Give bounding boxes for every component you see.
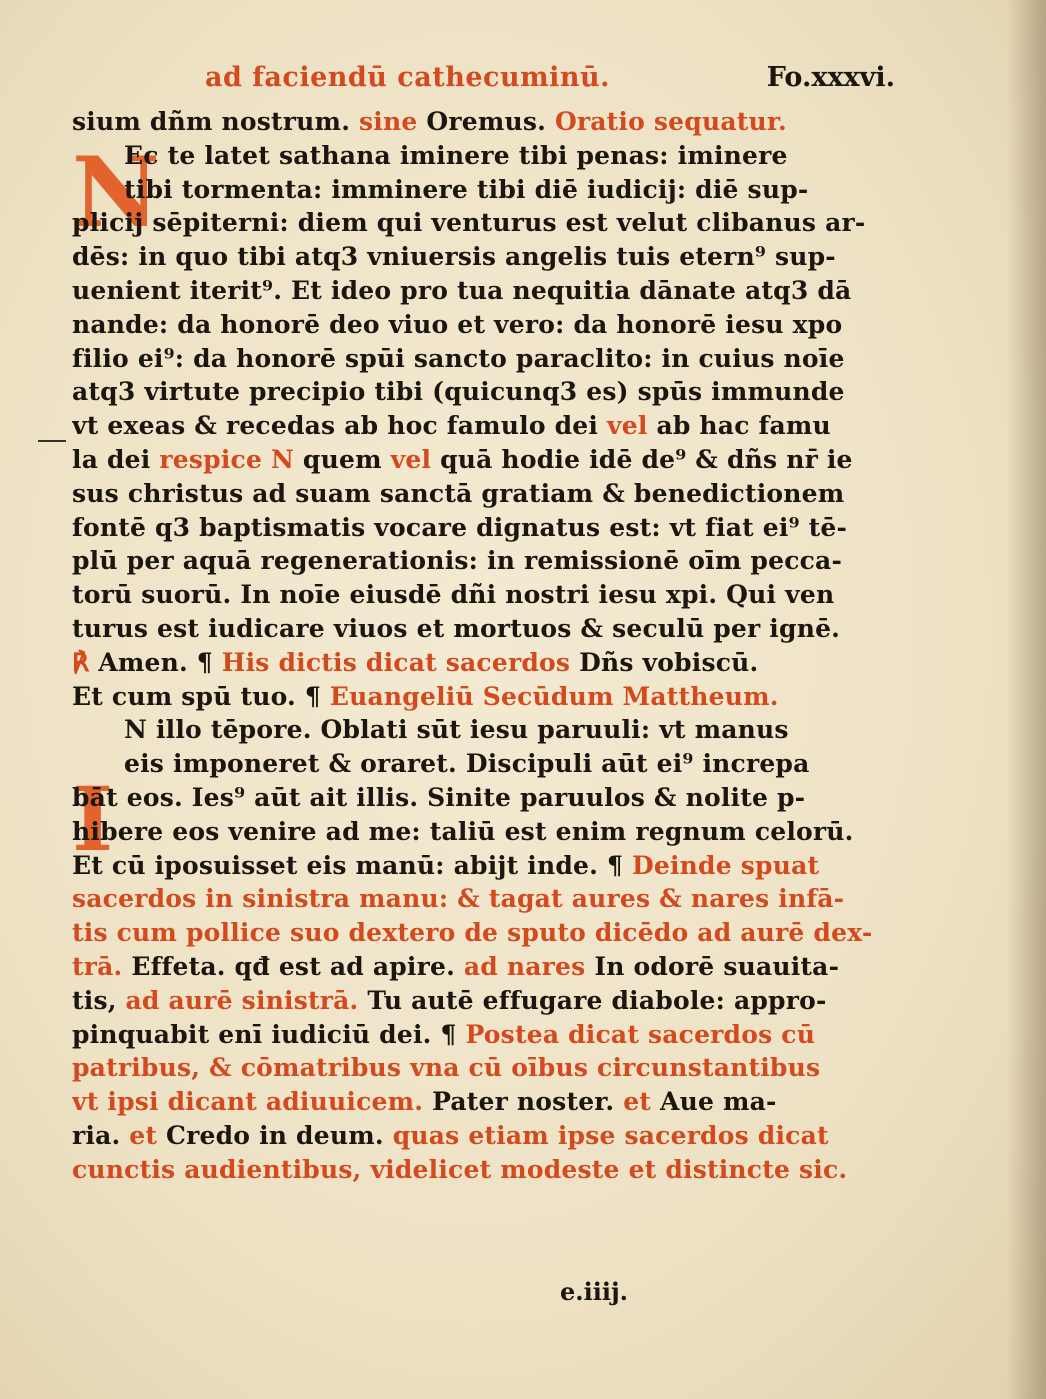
black-text: la dei [72,444,160,474]
black-text: tis, [72,985,126,1015]
text-line [72,713,890,747]
text-line [72,274,890,308]
black-text: uenient iterit⁹. Et ideo pro tua nequitia dānate atq3 dā [72,275,852,305]
black-text: tibi tormenta: imminere tibi diē iudicij: diē sup- [124,174,809,204]
rubric-text: sine [359,107,427,136]
text-line [72,578,890,612]
text-line [72,950,890,984]
text-line [72,747,890,781]
text-line [72,1085,890,1119]
black-text: Aue ma- [659,1087,777,1117]
text-line [72,815,890,849]
black-text: N illo tēpore. Oblati sūt iesu paruuli: vt manus [124,715,789,745]
black-text: Pater noster. [432,1087,624,1117]
rubric-text: trā. [72,951,132,981]
rubric-text: et [129,1120,167,1150]
black-text: hibere eos venire ad me: taliū est enim regnum celorū. [72,816,854,846]
black-text: quem [302,444,391,474]
black-text: fontē q3 baptismatis vocare dignatus est: vt fiat ei⁹ tē- [72,512,848,542]
text-line [72,882,890,916]
rubric-text: ad nares [463,951,595,981]
black-text: Oremus. [426,107,555,136]
black-text: torū suorū. In noīe eiusdē dñi nostri iesu xpi. Qui ven [72,580,835,610]
black-text: filio ei⁹: da honorē spūi sancto paraclito: in cuius noīe [72,343,845,373]
black-text: dēs: in quo tibi atq3 vniuersis angelis tuis etern⁹ sup- [72,242,836,272]
rubric-text: Euangeliū Secūdum Mattheum. [329,681,779,711]
black-text: atq3 virtute precipio tibi (quicunq3 es) spūs immunde [72,377,845,407]
black-text: quā hodie idē de⁹ & dñs nr̄ ie [440,444,853,474]
text-line [72,206,890,240]
black-text: eis imponeret & oraret. Discipuli aūt ei⁹ increpa [124,749,810,779]
text-line [72,409,890,443]
black-text: plū per aquā regenerationis: in remissionē oīm pecca- [72,546,843,576]
text-line [72,612,890,646]
black-text: Credo in deum. [166,1120,393,1150]
page-edge-shadow [1006,0,1046,1399]
decorated-initial-i: I [72,767,114,871]
black-text: ab hac famu [656,411,831,441]
running-head: ad faciendū cathecuminū. [205,62,611,93]
black-text: Tu autē effugare diabole: appro- [367,985,827,1015]
text-line [72,1051,890,1085]
rubric-text: tis cum pollice suo dextero de sputo dicēdo ad aurē dex- [72,918,873,948]
rubric-text: Deinde spuat [631,850,820,880]
black-text: nande: da honorē deo viuo et vero: da honorē iesu xpo [72,309,843,339]
black-text: In odorē suauita- [594,951,840,981]
rubric-text: vel [607,411,657,441]
text-line [72,511,890,545]
text-line [72,916,890,950]
rubric-text: Postea dicat sacerdos cū [465,1019,816,1049]
text-line [72,849,890,883]
black-text: Effeta. qđ est ad apire. [131,951,464,981]
text-block [72,105,890,1187]
text-line [72,375,890,409]
black-text: plicij sēpiterni: diem qui venturus est velut clibanus ar- [72,208,866,238]
text-line [72,105,890,139]
rubric-text: cunctis audientibus, videlicet modeste et distincte sic. [72,1154,848,1184]
folio-number: Fo.xxxvi. [766,62,895,93]
text-line [72,1153,890,1187]
text-line [72,781,890,815]
text-line [72,646,890,680]
text-line [72,544,890,578]
text-line [72,308,890,342]
rubric-text: vel [390,444,441,474]
text-line [72,477,890,511]
text-line [72,984,890,1018]
text-line [72,680,890,714]
rubric-text: et [623,1087,660,1117]
rubric-text: patribus, & cōmatribus vna cū oībus circunstantibus [72,1053,821,1083]
rubric-text: His dictis dicat sacerdos [221,647,580,677]
rubric-text: N [270,444,303,474]
black-text: Dñs vobiscū. [579,647,759,677]
black-text: Et cum spū tuo. ¶ [72,681,330,711]
margin-mark [38,440,66,442]
black-text: ria. [72,1120,130,1150]
rubric-text: Oratio sequatur. [554,107,787,136]
decorated-initial-n: N [72,136,160,249]
black-text: vt exeas & recedas ab hoc famulo dei [72,411,608,441]
black-text: Amen. ¶ [98,647,222,677]
rubric-text: vt ipsi dicant adiuuicem. [72,1087,433,1117]
rubric-text: ad aurē sinistrā. [125,985,368,1015]
black-text: Ec te latet sathana iminere tibi penas: iminere [124,140,788,170]
black-text: sium dñm nostrum. [72,107,359,136]
rubric-text: respice [159,444,271,474]
text-line [72,173,890,207]
rubric-text: sacerdos in sinistra manu: & tagat aures & nares infā- [72,884,845,914]
black-text: pinquabit enī iudiciū dei. ¶ [72,1019,466,1049]
text-line [72,443,890,477]
text-line [72,1018,890,1052]
signature-mark: e.iiij. [560,1277,629,1306]
text-line [72,139,890,173]
black-text: turus est iudicare viuos et mortuos & seculū per ignē. [72,613,841,643]
page-header [205,58,895,102]
black-text: Et cū iposuisset eis manū: abijt inde. ¶ [72,850,632,880]
rubric-text: quas etiam ipse sacerdos dicat [392,1120,829,1150]
black-text: sus christus ad suam sanctā gratiam & benedictionem [72,478,845,508]
rubric-text: ℟ [72,647,99,677]
black-text: bāt eos. Ies⁹ aūt ait illis. Sinite paruulos & nolite p- [72,782,806,812]
text-line [72,342,890,376]
text-line [72,240,890,274]
text-line [72,1119,890,1153]
